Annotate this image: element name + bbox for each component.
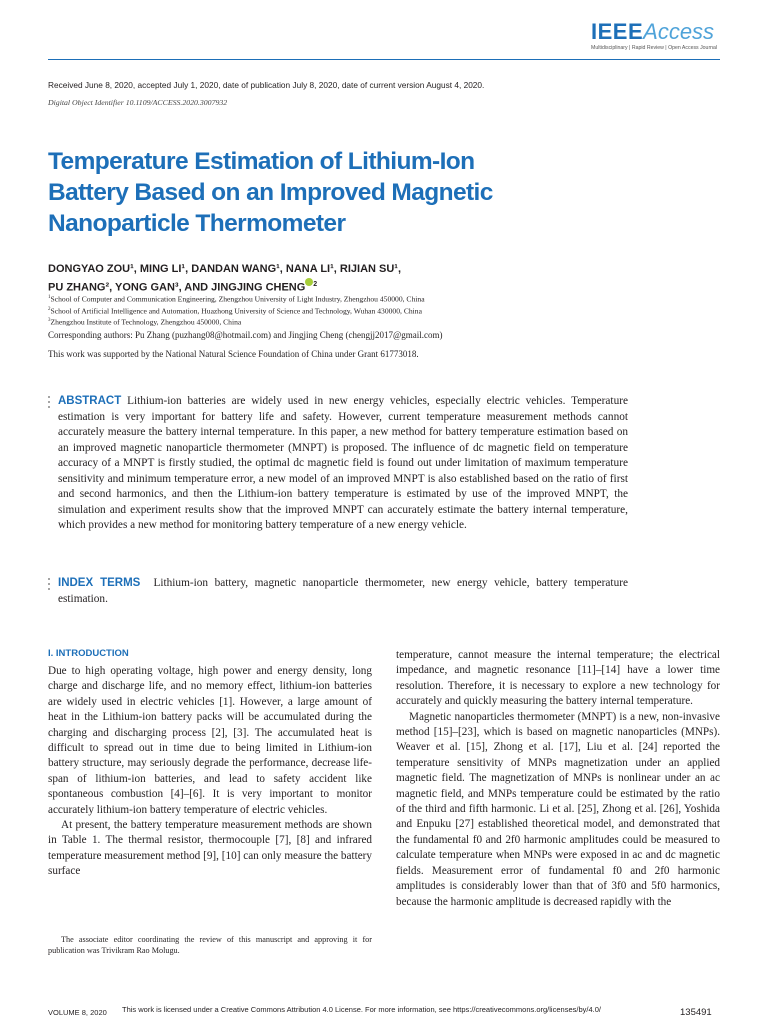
paragraph: At present, the battery temperature measurement methods are shown in Table 1. The thermal resistor, thermocouple [7], [8] and infrared temperature measurement method [9], [10] can only measure the battery surface <box>48 819 372 878</box>
author-list <box>48 262 568 296</box>
logo-ieee-text: IEEE <box>591 19 644 44</box>
affiliation <box>48 305 425 317</box>
affiliation <box>48 316 425 328</box>
title-line: Temperature Estimation of Lithium-Ion <box>48 148 475 175</box>
author-line-text: PU ZHANG², YONG GAN³, AND JINGJING CHENG <box>48 281 306 294</box>
index-terms <box>58 576 628 607</box>
affiliation-text: Zhengzhou Institute of Technology, Zhengzhou 450000, China <box>50 317 242 327</box>
paragraph: temperature, cannot measure the internal temperature; the electrical impedance, and magnetic resonance [11]–[14] have a lower time resolution. Therefore, it is necessary to explore a new technology for accurately and quickly measuring the battery internal temperature. <box>396 649 720 708</box>
abstract-text: Lithium-ion batteries are widely used in new energy vehicles, especially electric vehicles. Temperature estimation is very important for battery life and safety. However, current temperature measurement methods cannot accurately measure the battery internal temperature. In this paper, a new method for battery temperature estimation based on an improved magnetic nanoparticle thermometer (MNPT) is proposed. The influence of dc magnetic field on temperature accuracy of a MNPT is firstly studied, the optimal dc magnetic field is found out under limitation of maximum temperature sensitivity and minimum temperature error, a new model of an improved MNPT is also established based on the ratio of first and second harmonics, and then the Lithium-ion battery temperature is estimated by use of the improved MNPT, the simulation and experiment results show that the improved MNPT can accurately estimate the battery internal temperature, which provides a new method for monitoring battery temperature of a new energy vehicle. <box>58 395 628 531</box>
affiliation-number: 1 <box>48 295 51 300</box>
title-line: Battery Based on an Improved Magnetic <box>48 179 493 206</box>
header-rule <box>48 59 720 60</box>
affiliation-number: 3 <box>48 318 51 324</box>
index-terms-label: INDEX TERMS <box>58 577 141 589</box>
doi: Digital Object Identifier 10.1109/ACCESS.2020.3007932 <box>48 98 228 107</box>
logo-access-text: Access <box>643 19 715 44</box>
affiliation <box>48 293 425 305</box>
footer-volume: VOLUME 8, 2020 <box>48 1008 107 1017</box>
author-affil-sup: 2 <box>313 281 318 288</box>
paragraph: Magnetic nanoparticles thermometer (MNPT) is a new, non-invasive method [15]–[23], which is based on magnetic nanoparticles (MNPs). Weaver et al. [15], Zhong et al. [17], Liu et al. [24] reported the temperature sensitivity of MNPs magnetization under an applied magnetic field. The magnetization of MNPs is nonlinear under an ac magnetic field, and MNPs temperature could be estimated by the ratio of the third and fifth harmonic. Li et al. [25], Zhong et al. [26], Yoshida and Enpuku [27] established theoretical model, and demonstrated that the fundamental f0 and 2f0 harmonic amplitudes could be measured to calculate temperature when MNPs were exposed in ac and dc magnetic fields. Measurement error of fundamental f0 and 2f0 harmonic amplitudes is considerably lower than that of 3f0 and 5f0 harmonics, because the harmonic amplitude is decreased rapidly with the <box>396 710 720 908</box>
affiliation-text: School of Computer and Communication Engineering, Zhengzhou University of Light Industry, Zhengzhou 450000, China <box>50 294 425 304</box>
section-heading: I. INTRODUCTION <box>48 648 129 659</box>
footer-license[interactable]: This work is licensed under a Creative Commons Attribution 4.0 License. For more information, see https://creativecommons.org/licenses/by/4.0/ <box>122 1005 601 1014</box>
column-right <box>396 648 720 910</box>
paper-title <box>48 146 608 239</box>
affiliation-number: 2 <box>48 306 51 312</box>
paragraph: Due to high operating voltage, high power and energy density, long charge and discharge life, and no memory effect, lithium-ion batteries are widely used in electric vehicles [1]. However, a large amount of heat in the Lithium-ion battery packs will be accumulated during the charging and discharging process [2], [3]. The accumulated heat is difficult to spread out in time due to being limited in Lithium-ion battery structure, may seriously degrade the performance, decrease life-span of lithium-ion batteries, and lead to safety accident like spontaneous combustion [4]–[6]. It is very important to monitor accurately lithium-ion battery temperature of electric vehicles. <box>48 665 372 816</box>
affiliation-text: School of Artificial Intelligence and Automation, Huazhong University of Science and Technology, Wuhan 430000, China <box>50 306 422 316</box>
page-number: 135491 <box>680 1007 712 1018</box>
index-terms-text: Lithium-ion battery, magnetic nanoparticle thermometer, new energy vehicle, battery temperature estimation. <box>58 577 629 605</box>
logo-tagline: Multidisciplinary | Rapid Review | Open Access Journal <box>591 45 718 51</box>
abstract-label: ABSTRACT <box>58 395 122 407</box>
editor-footnote <box>48 934 372 956</box>
abstract <box>58 394 628 534</box>
index-terms-marker <box>48 578 51 593</box>
title-line: Nanoparticle Thermometer <box>48 210 346 237</box>
abstract-marker <box>48 396 51 411</box>
received-dates: Received June 8, 2020, accepted July 1, 2020, date of publication July 8, 2020, date of current version August 4, 2020. <box>48 80 485 90</box>
footnote-text: The associate editor coordinating the review of this manuscript and approving it for publication was Trivikram Rao Molugu. <box>48 935 372 955</box>
author-line: DONGYAO ZOU¹, MING LI¹, DANDAN WANG¹, NANA LI¹, RIJIAN SU¹, <box>48 263 402 275</box>
column-left <box>48 664 372 880</box>
corresponding-authors: Corresponding authors: Pu Zhang (puzhang08@hotmail.com) and Jingjing Cheng (chengjj2017@gmail.com) <box>48 330 443 340</box>
affiliations <box>48 293 425 328</box>
ieee-access-logo <box>591 20 721 51</box>
funding-note: This work was supported by the National Natural Science Foundation of China under Grant 61773018. <box>48 349 419 359</box>
